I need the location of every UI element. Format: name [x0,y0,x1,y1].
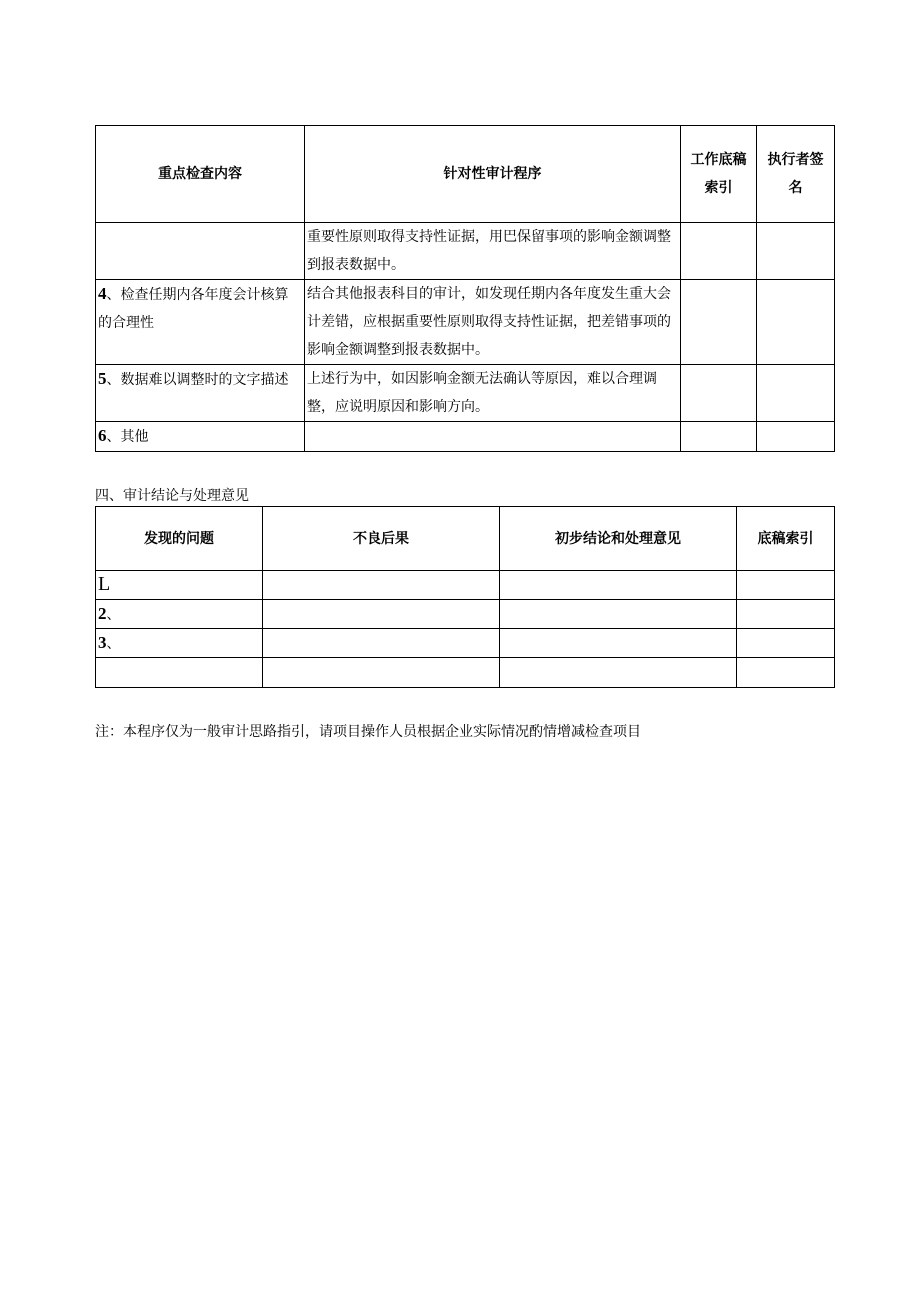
row3-content-cell: 5、数据难以调整时的文字描述 [96,365,305,422]
conclusion-cell [500,600,737,629]
row1-signer-cell [757,223,835,280]
row1-procedure-cell: 重要性原则取得支持性证据，用巴保留事项的影响金额调整到报表数据中。 [305,223,681,280]
table-row [96,571,835,600]
table2-header-row [96,507,835,571]
row2-index-cell [681,280,757,365]
audit-procedure-table [95,125,835,452]
issue-cell: L [96,571,263,600]
table1-header-row [96,126,835,223]
header-procedure: 针对性审计程序 [305,126,681,223]
issue-cell: 2、 [96,600,263,629]
table-row [96,422,835,452]
row3-index-cell [681,365,757,422]
header-consequence: 不良后果 [263,507,500,571]
consequence-cell [263,571,500,600]
row4-procedure-cell [305,422,681,452]
header-index: 工作底稿索引 [681,126,757,223]
row2-procedure-cell: 结合其他报表科目的审计，如发现任期内各年度发生重大会计差错，应根据重要性原则取得支持性证据，把差错事项的影响金额调整到报表数据中。 [305,280,681,365]
table-row [96,365,835,422]
row4-signer-cell [757,422,835,452]
consequence-cell [263,600,500,629]
conclusion-cell [500,571,737,600]
row1-index-cell [681,223,757,280]
header-conclusion: 初步结论和处理意见 [500,507,737,571]
table-row [96,658,835,688]
row4-content-cell: 6、其他 [96,422,305,452]
footnote: 注：本程序仅为一般审计思路指引，请项目操作人员根据企业实际情况酌情增减检查项目 [95,724,641,740]
conclusion-cell [500,629,737,658]
header-issue: 发现的问题 [96,507,263,571]
header-signer: 执行者签名 [757,126,835,223]
table-row [96,223,835,280]
draft-index-cell [737,658,835,688]
section-title: 四、审计结论与处理意见 [95,488,249,504]
draft-index-cell [737,571,835,600]
row2-content-cell: 4、检查任期内各年度会计核算的合理性 [96,280,305,365]
table-row [96,280,835,365]
table-row [96,600,835,629]
issue-cell [96,658,263,688]
row4-index-cell [681,422,757,452]
draft-index-cell [737,629,835,658]
consequence-cell [263,629,500,658]
draft-index-cell [737,600,835,629]
row1-content-cell [96,223,305,280]
row3-procedure-cell: 上述行为中，如因影响金额无法确认等原因，难以合理调整，应说明原因和影响方向。 [305,365,681,422]
conclusion-cell [500,658,737,688]
table-row [96,629,835,658]
header-draft-index: 底稿索引 [737,507,835,571]
header-content: 重点检查内容 [96,126,305,223]
issue-cell: 3、 [96,629,263,658]
audit-conclusion-table [95,506,835,688]
row2-signer-cell [757,280,835,365]
row3-signer-cell [757,365,835,422]
consequence-cell [263,658,500,688]
